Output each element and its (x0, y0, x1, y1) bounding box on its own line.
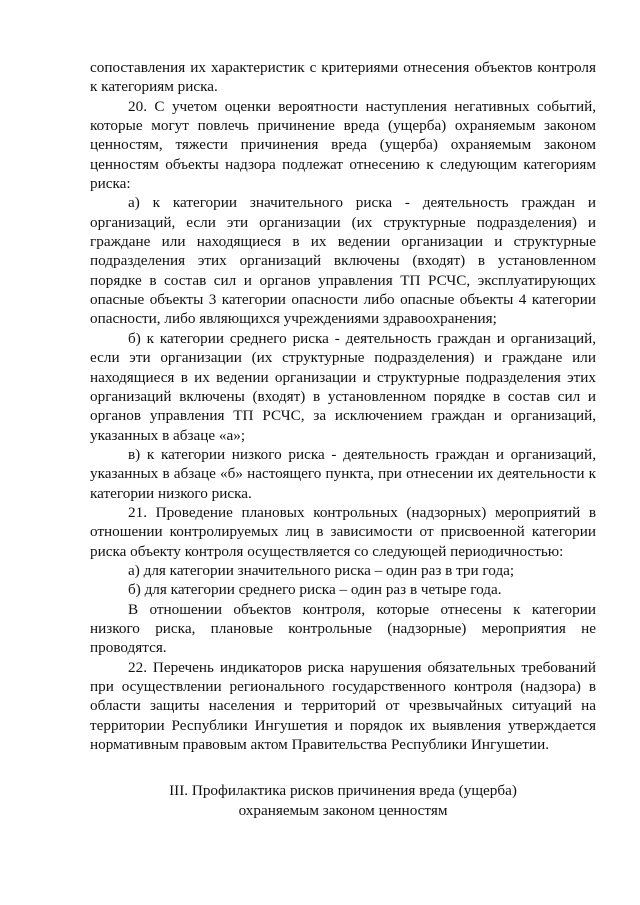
document-body (90, 58, 596, 754)
section-heading (90, 781, 596, 821)
paragraph-20: 20. С учетом оценки вероятности наступления негативных событий, которые могут повлечь причинение вреда (ущерба) охраняемым законом ценностям, тяжести причинения вреда (ущерба) охраняемым законом ценностям объекты надзора подлежат отнесению к следующим категориям риска: (90, 97, 596, 193)
paragraph-20-a: а) к категории значительного риска - деятельность граждан и организаций, если эти организации (их структурные подразделения) и граждане или находящиеся в их ведении организации и структурные подразделения этих организаций включены (входят) в установленном порядке в состав сил и органов управления ТП РСЧС, эксплуатирующих опасные объекты 3 категории опасности либо опасные объекты 4 категории опасности, либо являющихся учреждениями здравоохранения; (90, 194, 596, 328)
paragraph-21-a: а) для категории значительного риска – один раз в три года; (128, 561, 515, 579)
paragraph-20-b: б) к категории среднего риска - деятельность граждан и организаций, если эти организации (их структурные подразделения) и граждане или находящиеся в их ведении организации и структурные подразделения этих организаций включены (входят) в установленном порядке в состав сил и органов управления ТП РСЧС, за исключением граждан и организаций, указанных в абзаце «а»; (90, 329, 596, 444)
paragraph-21: 21. Проведение плановых контрольных (надзорных) мероприятий в отношении контролируемых лиц в зависимости от присвоенной категории риска объекту контроля осуществляется со следующей периодичностью: (90, 503, 596, 560)
section-heading-line1: III. Профилактика рисков причинения вреда (ущерба) (169, 782, 517, 799)
paragraph-20-v: в) к категории низкого риска - деятельность граждан и организаций, указанных в абзаце «б» настоящего пункта, при отнесении их деятельности к категории низкого риска. (90, 445, 596, 502)
paragraph-22: 22. Перечень индикаторов риска нарушения обязательных требований при осуществлении регионального государственного контроля (надзора) в области защиты населения и территорий от чрезвычайных ситуаций на территории Республики Ингушетия и порядок их выявления утверждается нормативным правовым актом Правительства Республики Ингушетии. (90, 658, 596, 754)
section-heading-line2: охраняемым законом ценностям (238, 802, 448, 819)
paragraph-continuation: сопоставления их характеристик с критериями отнесения объектов контроля к категориям риска. (90, 59, 596, 96)
paragraph-21-b: б) для категории среднего риска – один раз в четыре года. (128, 581, 502, 599)
paragraph-21-low-risk: В отношении объектов контроля, которые отнесены к категории низкого риска, плановые контрольные (надзорные) мероприятия не проводятся. (90, 600, 596, 657)
